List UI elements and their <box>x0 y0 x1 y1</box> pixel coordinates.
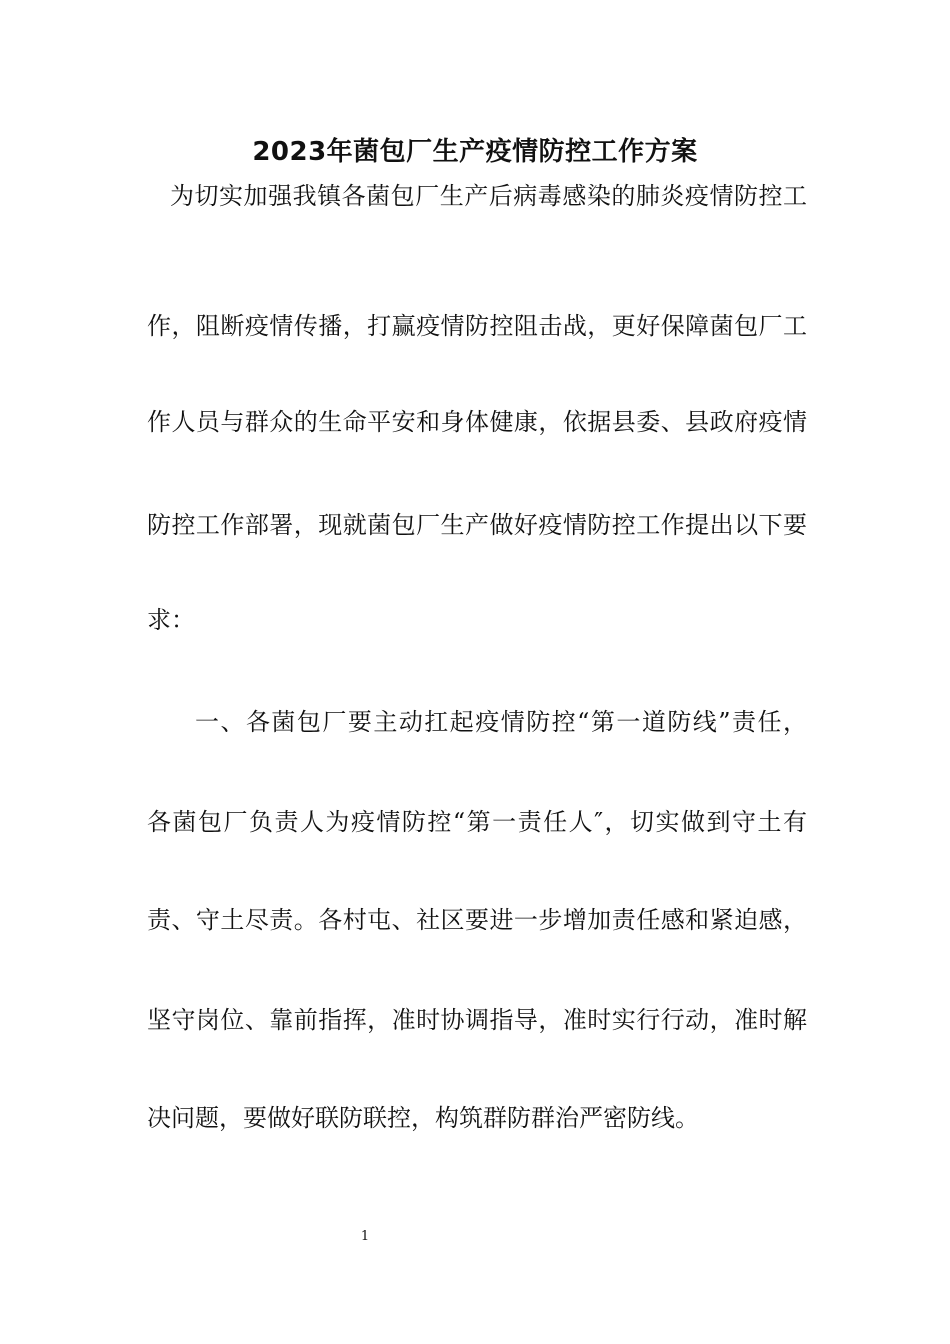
paragraph-line: 防控工作部署，现就菌包厂生产做好疫情防控工作提出以下要 <box>147 511 807 539</box>
document-title: 2023年菌包厂生产疫情防控工作方案 <box>252 137 698 167</box>
paragraph-line: 各菌包厂负责人为疫情防控“第一责任人″，切实做到守土有 <box>147 808 807 836</box>
paragraph-line: 责、守土尽责。各村屯、社区要进一步增加责任感和紧迫感， <box>147 906 807 934</box>
paragraph-line: 为切实加强我镇各菌包厂生产后病毒感染的肺炎疫情防控工 <box>170 182 807 210</box>
page-number: 1 <box>360 1229 370 1244</box>
paragraph-line: 坚守岗位、靠前指挥，准时协调指导，准时实行行动，准时解 <box>147 1006 807 1034</box>
paragraph-line: 作人员与群众的生命平安和身体健康，依据县委、县政府疫情 <box>147 408 807 436</box>
paragraph-line: 作，阻断疫情传播，打赢疫情防控阻击战，更好保障菌包厂工 <box>147 312 807 340</box>
paragraph-line: 一、各菌包厂要主动扛起疫情防控“第一道防线”责任， <box>195 708 807 736</box>
paragraph-line: 决问题，要做好联防联控，构筑群防群治严密防线。 <box>147 1104 699 1132</box>
paragraph-line: 求： <box>147 606 195 634</box>
